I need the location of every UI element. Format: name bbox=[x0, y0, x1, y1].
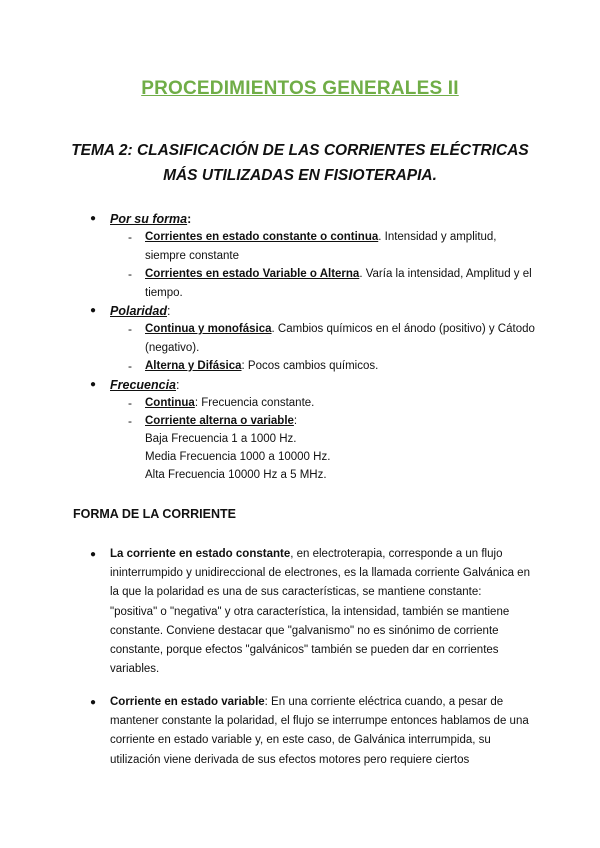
list-item: Corriente alterna o variable: bbox=[145, 415, 298, 427]
bullet-icon: ● bbox=[90, 305, 97, 316]
bullet-icon: ● bbox=[90, 213, 97, 224]
document-title: PROCEDIMIENTOS GENERALES II bbox=[141, 78, 459, 99]
list-item: Corrientes en estado constante o continua. Intensidad y amplitud, siempre constante bbox=[145, 231, 497, 262]
paragraph-constant: ● La corriente en estado constante, en electroterapia, corresponde a un flujo ininterrumpido y unidireccional de electrones, es la llamada corriente Galvánica en la que la polaridad es una de sus características, se mantiene constante: "positiva" o "negativa" y otra característica, la intensidad, también se mantiene constante. Conviene destacar que "galvanismo" no es sinónimo de corriente constante, porque efectos "galvánicos" también se pueden dar en corrientes variables. bbox=[110, 545, 530, 679]
list-item: Continua y monofásica. Cambios químicos en el ánodo (positivo) y Cátodo (negativo). bbox=[145, 323, 535, 354]
frequency-range-low: Baja Frecuencia 1 a 1000 Hz. bbox=[145, 433, 297, 445]
dash-icon: - bbox=[128, 322, 132, 336]
list-item: Continua: Frecuencia constante. bbox=[145, 397, 315, 409]
dash-icon: - bbox=[128, 359, 132, 373]
list-heading-polaridad: Polaridad: bbox=[110, 304, 171, 318]
bullet-icon: ● bbox=[90, 549, 97, 560]
dash-icon: - bbox=[128, 267, 132, 281]
frequency-range-medium: Media Frecuencia 1000 a 10000 Hz. bbox=[145, 451, 331, 463]
topic-title: TEMA 2: CLASIFICACIÓN DE LAS CORRIENTES ELÉCTRICAS MÁS UTILIZADAS EN FISIOTERAPIA. bbox=[71, 142, 529, 184]
dash-icon: - bbox=[128, 414, 132, 428]
dash-icon: - bbox=[128, 396, 132, 410]
list-heading-frecuencia: Frecuencia: bbox=[110, 378, 180, 392]
list-item: Corrientes en estado Variable o Alterna. Varía la intensidad, Amplitud y el tiempo. bbox=[145, 268, 532, 299]
dash-icon: - bbox=[128, 230, 132, 244]
list-item: Alterna y Difásica: Pocos cambios químicos. bbox=[145, 360, 379, 372]
bullet-icon: ● bbox=[90, 379, 97, 390]
frequency-range-high: Alta Frecuencia 10000 Hz a 5 MHz. bbox=[145, 469, 327, 481]
list-heading-forma: Por su forma: bbox=[110, 212, 192, 226]
paragraph-variable: ● Corriente en estado variable: En una corriente eléctrica cuando, a pesar de mantener constante la polaridad, el flujo se interrumpe entonces hablamos de una corriente en estado variable y, en este caso, de Galvánica interrumpida, su utilización viene derivada de sus efectos motores pero requiere ciertos bbox=[110, 693, 530, 770]
bullet-icon: ● bbox=[90, 697, 97, 708]
section-heading: FORMA DE LA CORRIENTE bbox=[73, 507, 236, 521]
